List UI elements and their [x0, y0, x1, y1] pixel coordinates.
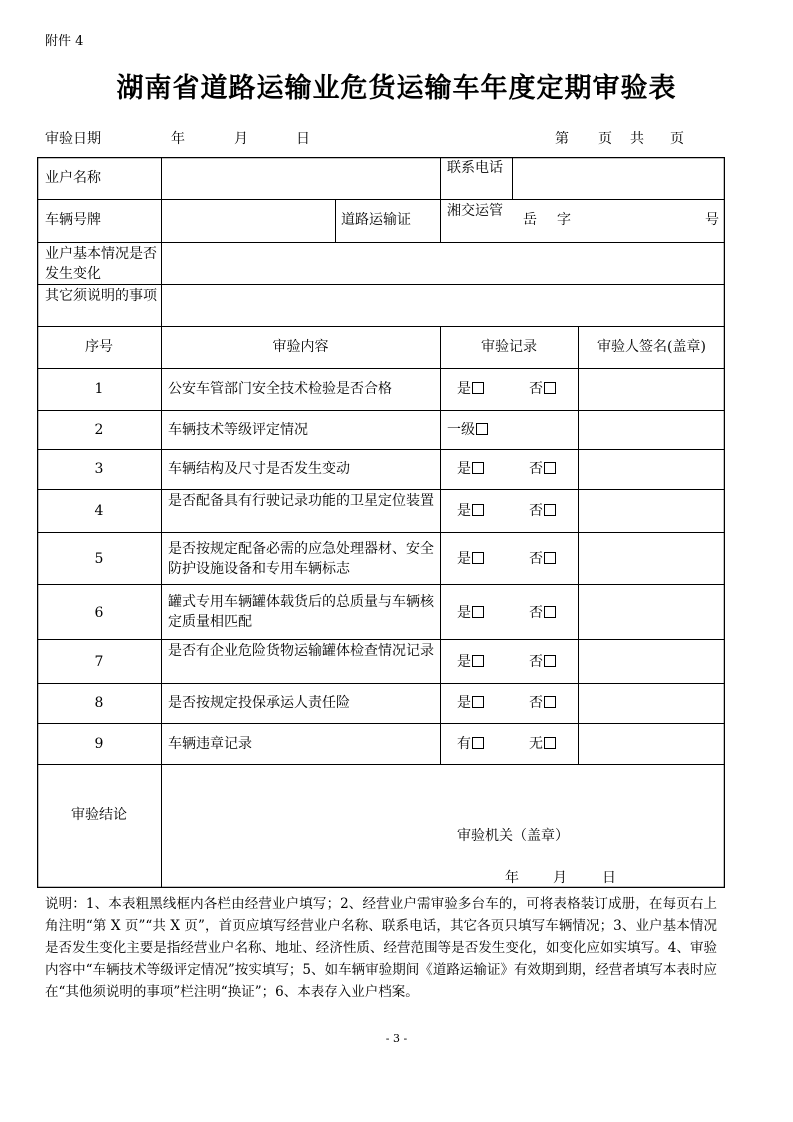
option-label: 有 — [457, 736, 471, 752]
record-option-1[interactable] — [457, 652, 484, 672]
option-label: 是 — [457, 381, 471, 397]
item-no: 3 — [94, 461, 104, 477]
record-option-2[interactable] — [529, 459, 556, 479]
checkbox[interactable] — [472, 552, 484, 564]
checkbox[interactable] — [544, 504, 556, 516]
record-option-1[interactable] — [457, 501, 484, 521]
checkbox[interactable] — [544, 552, 556, 564]
option-label: 否 — [529, 461, 543, 477]
option-label: 否 — [529, 551, 543, 567]
record-option-1[interactable] — [457, 603, 484, 623]
item-no: 2 — [94, 422, 104, 438]
checkbox[interactable] — [544, 737, 556, 749]
item-content: 车辆结构及尺寸是否发生变动 — [168, 461, 350, 477]
checkbox[interactable] — [544, 655, 556, 667]
conclusion-day: 日 — [602, 870, 616, 886]
checkbox[interactable] — [472, 382, 484, 394]
item-no: 1 — [94, 381, 104, 397]
record-option-1[interactable] — [457, 379, 484, 399]
option-label: 是 — [457, 605, 471, 621]
option-label: 否 — [529, 695, 543, 711]
checkbox[interactable] — [472, 655, 484, 667]
option-label: 一级 — [447, 422, 475, 438]
checkbox[interactable] — [472, 606, 484, 618]
page-di: 第 — [555, 131, 569, 147]
record-option-2[interactable] — [529, 652, 556, 672]
checkbox[interactable] — [472, 462, 484, 474]
license-label: 道路运输证 — [341, 212, 411, 228]
option-label: 否 — [529, 654, 543, 670]
item-content: 是否有企业危险货物运输罐体检查情况记录 — [168, 643, 434, 659]
page-number: - 3 - — [385, 1032, 408, 1045]
item-content: 车辆违章记录 — [168, 736, 252, 752]
checkbox[interactable] — [544, 696, 556, 708]
xiang-label: 湘交运管 — [447, 203, 503, 219]
plate-label: 车辆号牌 — [45, 212, 101, 228]
record-option-2[interactable] — [529, 379, 556, 399]
date-month: 月 — [234, 131, 248, 147]
record-option-1[interactable] — [457, 549, 484, 569]
contact-label: 联系电话 — [447, 160, 503, 176]
record-option-2[interactable] — [529, 501, 556, 521]
item-content: 是否按规定投保承运人责任险 — [168, 695, 350, 711]
option-label: 是 — [457, 551, 471, 567]
option-label: 否 — [529, 503, 543, 519]
conclusion-label: 审验结论 — [71, 807, 127, 823]
date-label: 审验日期 — [45, 131, 101, 147]
checkbox[interactable] — [472, 737, 484, 749]
item-content: 罐式专用车辆罐体载货后的总质量与车辆核定质量相匹配 — [168, 594, 434, 630]
attachment-label: 附件 4 — [45, 34, 84, 49]
item-no: 8 — [94, 695, 104, 711]
option-label: 无 — [529, 736, 543, 752]
item-content: 公安车管部门安全技术检验是否合格 — [168, 381, 392, 397]
record-option-1[interactable] — [457, 734, 484, 754]
page-ye: 页 — [598, 131, 612, 147]
option-label: 是 — [457, 461, 471, 477]
option-label: 是 — [457, 695, 471, 711]
record-option-2[interactable] — [529, 549, 556, 569]
option-label: 否 — [529, 381, 543, 397]
checkbox[interactable] — [544, 606, 556, 618]
checkbox[interactable] — [472, 696, 484, 708]
page-ye2: 页 — [670, 131, 684, 147]
record-option-2[interactable] — [529, 693, 556, 713]
col-header-content: 审验内容 — [272, 339, 329, 355]
col-header-signature: 审验人签名(盖章) — [597, 339, 706, 355]
hao-label: 号 — [705, 212, 719, 228]
col-header-no: 序号 — [85, 339, 113, 355]
checkbox[interactable] — [476, 423, 488, 435]
date-row — [45, 128, 745, 148]
option-label: 否 — [529, 605, 543, 621]
zi-label: 字 — [557, 212, 571, 228]
date-day: 日 — [296, 131, 310, 147]
basic-change-label: 业户基本情况是否发生变化 — [45, 246, 157, 282]
item-content: 车辆技术等级评定情况 — [168, 422, 308, 438]
checkbox[interactable] — [472, 504, 484, 516]
owner-name-label: 业户名称 — [45, 170, 101, 186]
record-option-1[interactable] — [457, 693, 484, 713]
item-content: 是否按规定配备必需的应急处理器材、安全防护设施设备和专用车辆标志 — [168, 541, 434, 577]
conclusion-year: 年 — [505, 870, 519, 886]
review-table — [37, 157, 725, 888]
page-gong: 共 — [630, 131, 644, 147]
item-content: 是否配备具有行驶记录功能的卫星定位装置 — [168, 493, 434, 509]
conclusion-month: 月 — [553, 870, 567, 886]
col-header-record: 审验记录 — [481, 339, 537, 355]
yue-label: 岳 — [523, 212, 537, 228]
record-option-2[interactable] — [529, 734, 556, 754]
option-label: 是 — [457, 654, 471, 670]
record-option-2[interactable] — [529, 603, 556, 623]
checkbox[interactable] — [544, 462, 556, 474]
item-no: 5 — [94, 551, 104, 567]
record-option-1[interactable] — [457, 459, 484, 479]
option-label: 是 — [457, 503, 471, 519]
other-notes-label: 其它须说明的事项 — [45, 288, 157, 304]
page-title: 湖南省道路运输业危货运输车年度定期审验表 — [116, 73, 677, 104]
item-no: 4 — [94, 503, 104, 519]
instructions-note: 说明：1、本表粗黑线框内各栏由经营业户填写；2、经营业户需审验多台车的，可将表格装订成册，在每页右上角注明“第 X 页”“共 X 页”，首页应填写经营业户名称、联系电话，其它各页只填写车辆情况；3、业户基本情况是否发生变化主要是指经营业户名称、地址、经济性质、经营范围等是否发生变化，如变化应如实填写。4、审验内容中“车辆技术等级评定情况”按实填写；5、如车辆审验期间《道路运输证》有效期到期，经营者填写本表时应在“其他须说明的事项”栏注明“换证”；6、本表存入业户档案。 — [45, 896, 717, 1000]
authority-stamp-label: 审验机关（盖章） — [457, 828, 569, 844]
record-option-1[interactable] — [447, 420, 488, 440]
checkbox[interactable] — [544, 382, 556, 394]
item-no: 9 — [94, 736, 104, 752]
item-no: 7 — [94, 654, 104, 670]
date-year: 年 — [171, 131, 185, 147]
item-no: 6 — [94, 605, 104, 621]
